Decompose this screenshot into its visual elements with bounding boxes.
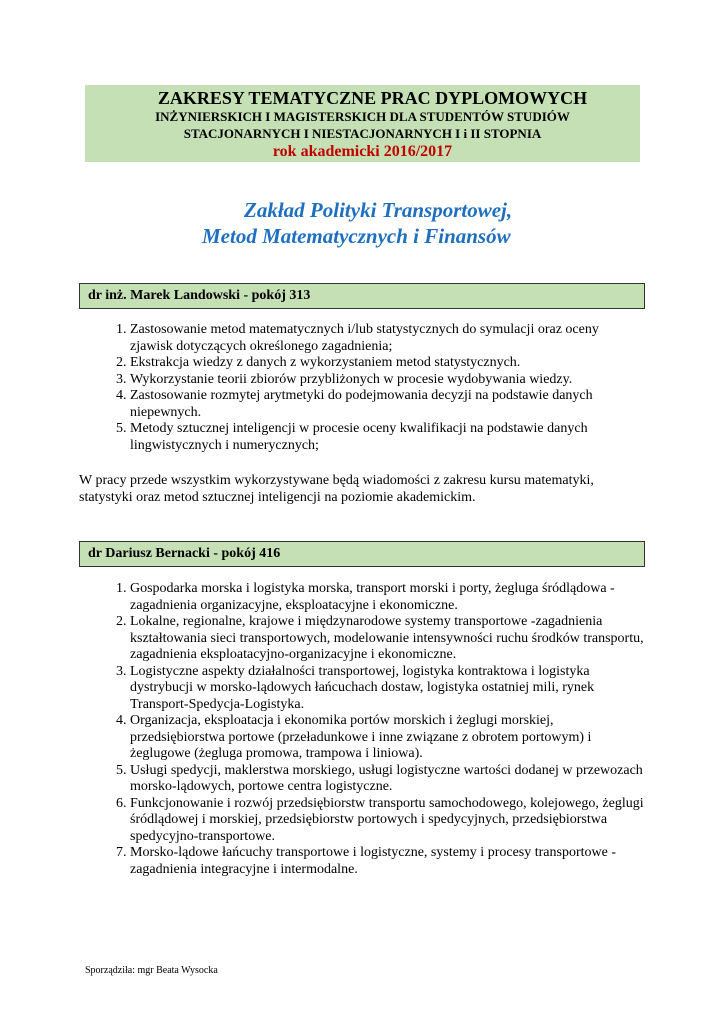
document-footer: Sporządziła: mgr Beata Wysocka (85, 965, 218, 976)
topic-item: 4. Zastosowanie rozmytej arytmetyki do podejmowania decyzji na podstawie danych niepewnych. (130, 388, 645, 421)
topic-item: 3. Logistyczne aspekty działalności transportowej, logistyka kontraktowa i logistyka dystrybucji w morsko-lądowych łańcuchach dostaw, logistyka ostatniej mili, rynek Transport-Spedycja-Logistyka. (130, 664, 650, 714)
topic-item: 6. Funkcjonowanie i rozwój przedsiębiorstw transportu samochodowego, kolejowego, żeglugi śródlądowej i morskiej, przedsiębiorstw portowych i spedycyjnych, przedsiębiorstwa spedycyjno-transportowe. (130, 796, 650, 846)
document-title: ZAKRESY TEMATYCZNE PRAC DYPLOMOWYCH (157, 88, 588, 108)
department-name-line-2: Metod Matematycznych i Finansów (202, 224, 511, 248)
topic-item: 1. Zastosowanie metod matematycznych i/lub statystycznych do symulacji oraz oceny zjawisk dotyczących określonego zagadnienia; (130, 322, 645, 355)
department-name-line-1: Zakład Polityki Transportowej, (244, 198, 513, 222)
supervisor-heading-bernacki: dr Dariusz Bernacki - pokój 416 (79, 541, 645, 567)
topic-item: 5. Metody sztucznej inteligencji w procesie oceny kwalifikacji na podstawie danych lingwistycznych i numerycznych; (130, 421, 645, 454)
supervisor-note-landowski: W pracy przede wszystkim wykorzystywane będą wiadomości z zakresu kursu matematyki, statystyki oraz metod sztucznej inteligencji na poziomie akademickim. (79, 473, 594, 505)
document-subtitle-line-2: STACJONARNYCH I NIESTACJONARNYCH I i II STOPNIA (183, 126, 542, 141)
document-subtitle-line-1: INŻYNIERSKICH I MAGISTERSKICH DLA STUDENTÓW STUDIÓW (155, 109, 570, 124)
topic-item: 2. Lokalne, regionalne, krajowe i międzynarodowe systemy transportowe -zagadnienia kształtowania sieci transportowych, modelowanie intensywności ruchu środków transportu, zagadnienia eksploatacyjno-organizacyjne i ekonomiczne. (130, 614, 650, 664)
document-header (85, 85, 640, 162)
topic-list-bernacki (95, 581, 650, 878)
topic-item: 5. Usługi spedycji, maklerstwa morskiego, usługi logistyczne wartości dodanej w przewozach morsko-lądowych, portowe centra logistyczne. (130, 763, 650, 796)
topic-item: 3. Wykorzystanie teorii zbiorów przybliżonych w procesie wydobywania wiedzy. (130, 372, 645, 389)
supervisor-heading-landowski: dr inż. Marek Landowski - pokój 313 (79, 283, 645, 309)
topic-list-landowski (95, 322, 645, 454)
academic-year: rok akademicki 2016/2017 (272, 143, 453, 160)
topic-item: 2. Ekstrakcja wiedzy z danych z wykorzystaniem metod statystycznych. (130, 355, 645, 372)
topic-item: 1. Gospodarka morska i logistyka morska, transport morski i porty, żegluga śródlądowa - zagadnienia organizacyjne, eksploatacyjne i ekonomiczne. (130, 581, 650, 614)
topic-item: 7. Morsko-lądowe łańcuchy transportowe i logistyczne, systemy i procesy transportowe - zagadnienia integracyjne i intermodalne. (130, 845, 650, 878)
topic-item: 4. Organizacja, eksploatacja i ekonomika portów morskich i żeglugi morskiej, przedsiębiorstwa portowe (przeładunkowe i inne związane z obrotem portowym) i żeglugowe (żegluga promowa, trampowa i liniowa). (130, 713, 650, 763)
